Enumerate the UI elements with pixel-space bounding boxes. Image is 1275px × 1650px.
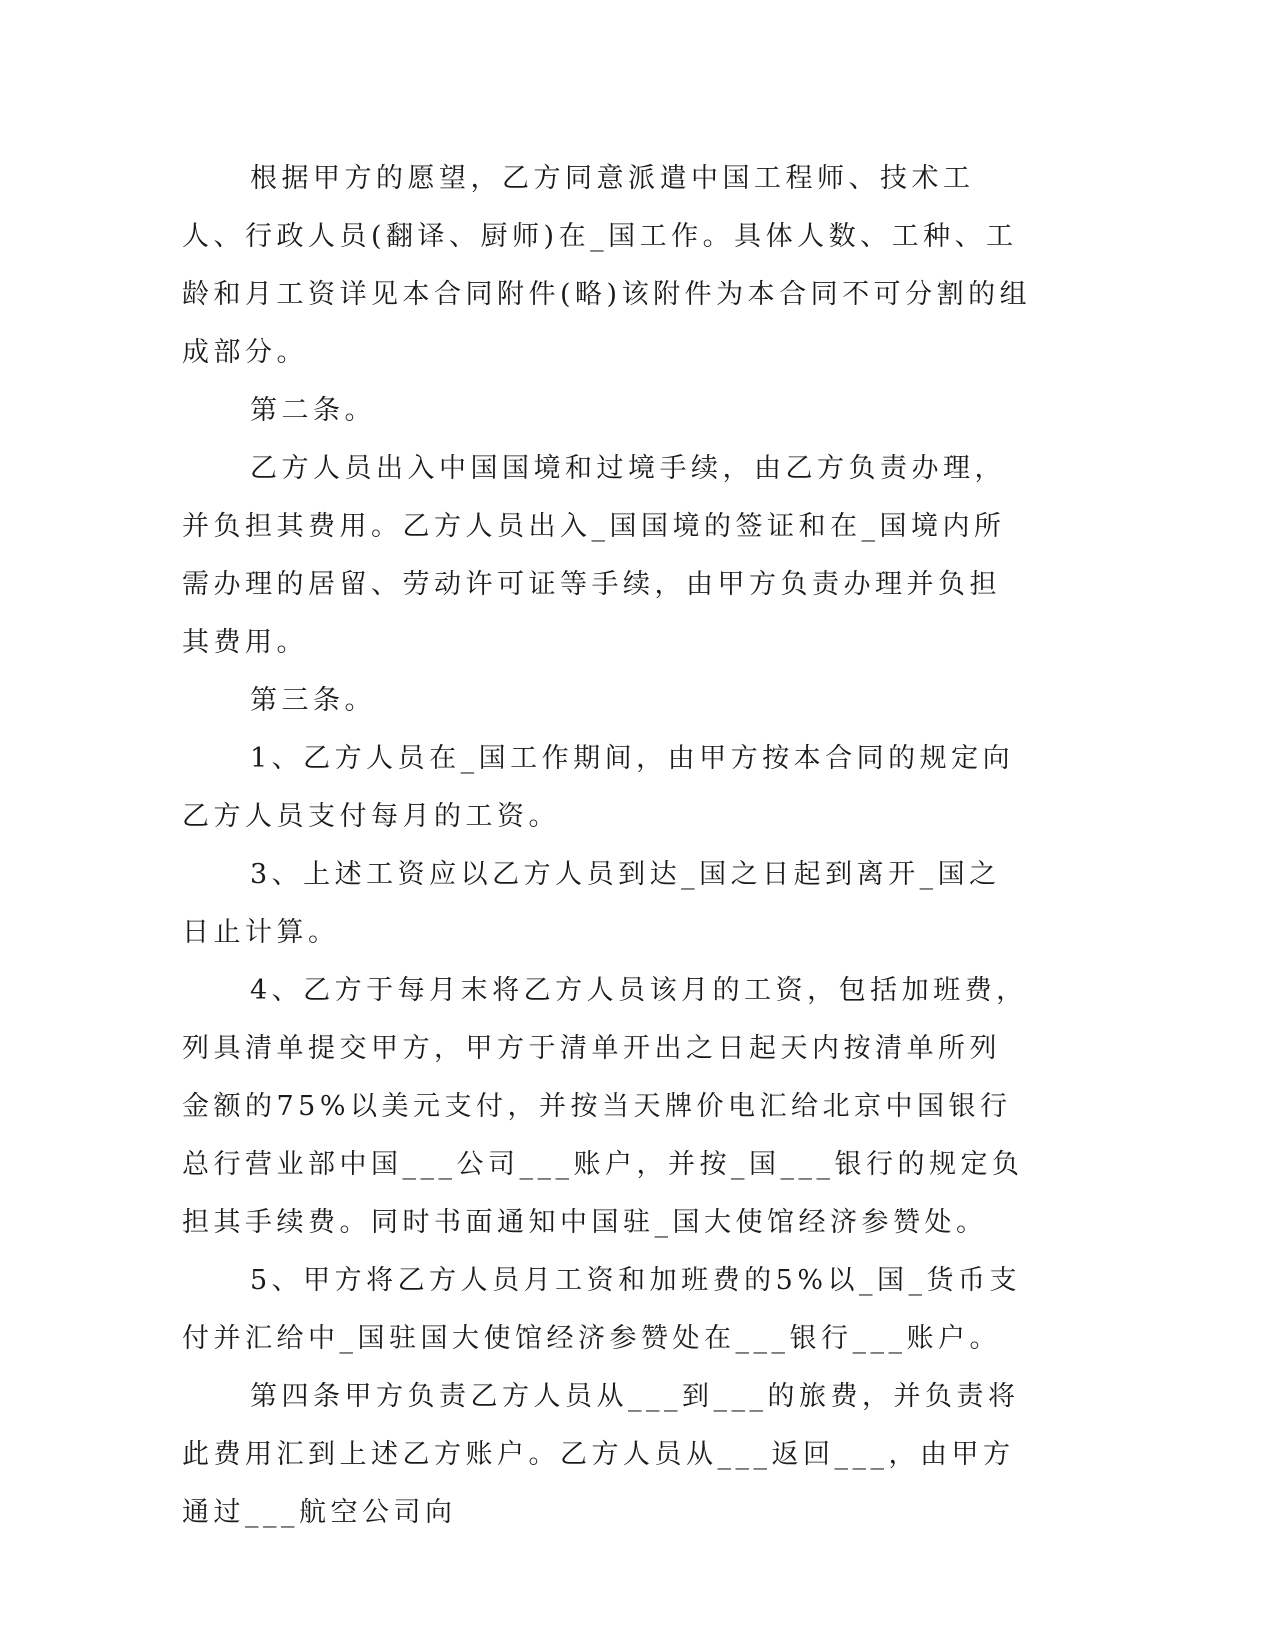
clause-3-5: 5、甲方将乙方人员月工资和加班费的5%以_国_货币支付并汇给中_国驻国大使馆经济参赞处在___银行___账户。 xyxy=(182,1265,1022,1354)
clause-3-3: 3、上述工资应以乙方人员到达_国之日起到离开_国之日止计算。 xyxy=(182,859,1001,948)
clause-3-1: 1、乙方人员在_国工作期间，由甲方按本合同的规定向乙方人员支付每月的工资。 xyxy=(182,743,1015,832)
article-4-paragraph: 第四条甲方负责乙方人员从___到___的旅费，并负责将此费用汇到上述乙方账户。乙方人员从___返回___，由甲方通过___航空公司向 xyxy=(182,1381,1020,1528)
article-2-heading: 第二条。 xyxy=(250,395,376,426)
paragraph-intro: 根据甲方的愿望，乙方同意派遣中国工程师、技术工人、行政人员(翻译、厨师)在_国工作。具体人数、工种、工龄和月工资详见本合同附件(略)该附件为本合同不可分割的组成部分。 xyxy=(182,163,1032,368)
article-3-heading: 第三条。 xyxy=(250,685,376,716)
document-page xyxy=(182,150,1032,1542)
clause-3-4: 4、乙方于每月末将乙方人员该月的工资，包括加班费，列具清单提交甲方，甲方于清单开出之日起天内按清单所列金额的75%以美元支付，并按当天牌价电汇给北京中国银行总行营业部中国___公司___账户，并按_国___银行的规定负担其手续费。同时书面通知中国驻_国大使馆经济参赞处。 xyxy=(182,975,1028,1238)
paragraph-border-procedures: 乙方人员出入中国国境和过境手续，由乙方负责办理，并负担其费用。乙方人员出入_国国境的签证和在_国境内所需办理的居留、劳动许可证等手续，由甲方负责办理并负担其费用。 xyxy=(182,453,1006,658)
